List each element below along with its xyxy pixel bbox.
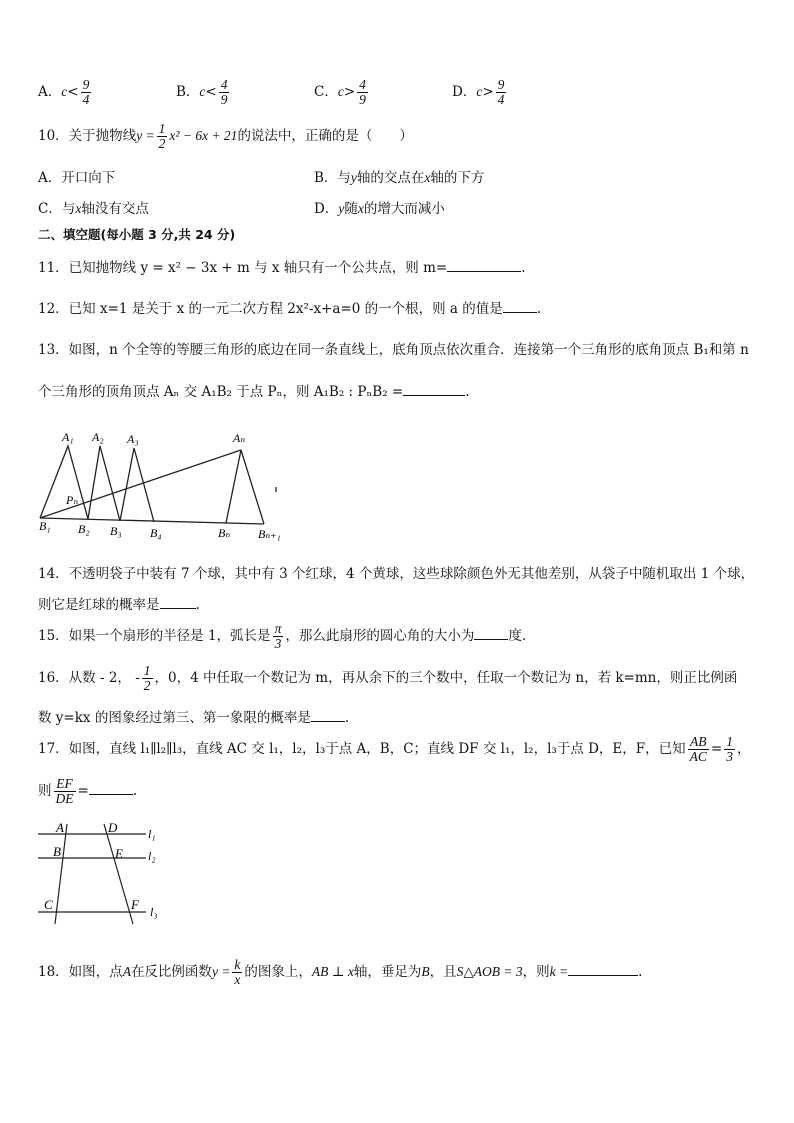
label-l1: l₁ [148, 827, 156, 841]
q10-option-b: B．与y轴的交点在x轴的下方 [314, 170, 485, 186]
q17-line1: 17．如图，直线 l₁∥l₂∥l₃，直线 AC 交 l₁，l₂，l₃于点 A，B，C；直线 DF 交 l₁，l₂，l₃于点 D，E，F，已知 $\frac{AB}{AC}$ = $\frac{1}{3}$ ， [38, 734, 751, 765]
q11-answer-blank[interactable] [447, 271, 521, 272]
q9-option-a: A．c< $\frac{9}{4}$ [38, 77, 90, 108]
q10-option-d: D．y随x的增大而减小 [314, 201, 445, 217]
label-a3: A₃ [127, 432, 139, 446]
base-line [40, 518, 264, 524]
q9-option-d: D．c> $\frac{9}{4}$ [452, 77, 505, 108]
triangle-1 [40, 446, 88, 519]
label-a: A [56, 820, 64, 835]
q10-option-a: A．开口向下 [38, 170, 116, 186]
q9-b-fraction: $\frac{4}{9}$ [220, 77, 228, 108]
label-b4: B₄ [150, 526, 162, 540]
q17-line2: 则 $\frac{EF}{DE}$ = . [38, 776, 138, 807]
q16-answer-blank[interactable] [311, 721, 345, 722]
q9-option-c: C．c> $\frac{4}{9}$ [314, 77, 366, 108]
q9-d-fraction: $\frac{9}{4}$ [497, 77, 505, 108]
label-l2: l₂ [148, 849, 156, 863]
section-heading: 二、填空题(每小题 3 分,共 24 分) [38, 227, 236, 242]
q13-answer-blank[interactable] [403, 395, 465, 396]
q10-stem: 10．关于抛物线y = $\frac{1}{2}$ x² − 6x + 21的说法中，正确的是（ ） [38, 121, 413, 152]
label-bn1: Bₙ₊₁ [258, 527, 281, 541]
label-a2: A₂ [92, 430, 104, 444]
q16-line2: 数 y=kx 的图象经过第三、第一象限的概率是 . [38, 710, 350, 726]
parallel-lines-figure [30, 816, 180, 926]
q15: 15．如果一个扇形的半径是 1，弧长是 $\frac{\pi}{3}$ ，那么此扇形的圆心角的大小为 度. [38, 621, 527, 652]
q16-line1: 16．从数 - 2， - $\frac{1}{2}$ ，0，4 中任取一个数记为 m，再从余下的三个数中，任取一个数记为 n，若 k=mn，则正比例函 [38, 663, 738, 694]
q9-a-fraction: $\frac{9}{4}$ [82, 77, 90, 108]
q13-line1: 13．如图，n 个全等的等腰三角形的底边在同一条直线上，底角顶点依次重合．连接第一个三角形的底角顶点 B₁和第 n [38, 342, 749, 358]
label-c: C [44, 897, 53, 912]
q14-line1: 14．不透明袋子中装有 7 个球，其中有 3 个红球，4 个黄球，这些球除颜色外无其他差别，从袋子中随机取出 1 个球， [38, 566, 755, 582]
q18: 18．如图，点A在反比例函数y = $\frac{k}{x}$ 的图象上，AB ⊥ x轴，垂足为B，且S△AOB = 3，则k = . [38, 957, 643, 988]
q10-option-c: C．与x轴没有交点 [38, 201, 149, 217]
q9-option-b: B．c< $\frac{4}{9}$ [176, 77, 228, 108]
q10-coef-fraction: $\frac{1}{2}$ [158, 121, 166, 152]
label-an: Aₙ [233, 431, 246, 445]
q15-arc-fraction: $\frac{\pi}{3}$ [274, 621, 282, 652]
q17-ab-ac-fraction: $\frac{AB}{AC}$ [689, 734, 707, 765]
q13-line2: 个三角形的顶角顶点 Aₙ 交 A₁B₂ 于点 Pₙ，则 A₁B₂ : PₙB₂ = . [38, 384, 470, 400]
triangles-figure [30, 412, 300, 548]
label-b2: B₂ [78, 522, 90, 536]
q17-ef-de-fraction: $\frac{EF}{DE}$ [55, 776, 74, 807]
triangle-n [226, 450, 264, 524]
q11: 11．已知抛物线 y = x² − 3x + m 与 x 轴只有一个公共点，则 m= . [38, 260, 526, 276]
line-ac [55, 824, 67, 924]
label-f: F [131, 897, 139, 912]
q15-answer-blank[interactable] [474, 639, 508, 640]
line-b1-an [40, 450, 241, 518]
q16-fraction: $\frac{1}{2}$ [143, 663, 151, 694]
q9-c-fraction: $\frac{4}{9}$ [359, 77, 366, 108]
label-a1: A₁ [62, 430, 74, 444]
label-b: B [53, 844, 61, 859]
q18-k-over-x-fraction: $\frac{k}{x}$ [234, 957, 241, 988]
label-e: E [115, 846, 123, 861]
label-l3: l₃ [150, 905, 158, 919]
q14-answer-blank[interactable] [160, 608, 196, 609]
label-bn: Bₙ [218, 526, 231, 540]
triangle-2 [88, 446, 120, 521]
q17-one-third-fraction: $\frac{1}{3}$ [726, 734, 733, 765]
q18-answer-blank[interactable] [568, 975, 638, 976]
q14-line2: 则它是红球的概率是 . [38, 597, 200, 613]
line-df [104, 824, 133, 924]
label-b3: B₃ [110, 524, 122, 538]
label-d: D [108, 820, 118, 835]
label-pn: Pₙ [66, 493, 79, 507]
label-b1: B₁ [39, 519, 51, 533]
q17-answer-blank[interactable] [89, 794, 133, 795]
q12: 12．已知 x=1 是关于 x 的一元二次方程 2x²-x+a=0 的一个根，则 a 的值是 . [38, 301, 542, 317]
q12-answer-blank[interactable] [503, 312, 537, 313]
